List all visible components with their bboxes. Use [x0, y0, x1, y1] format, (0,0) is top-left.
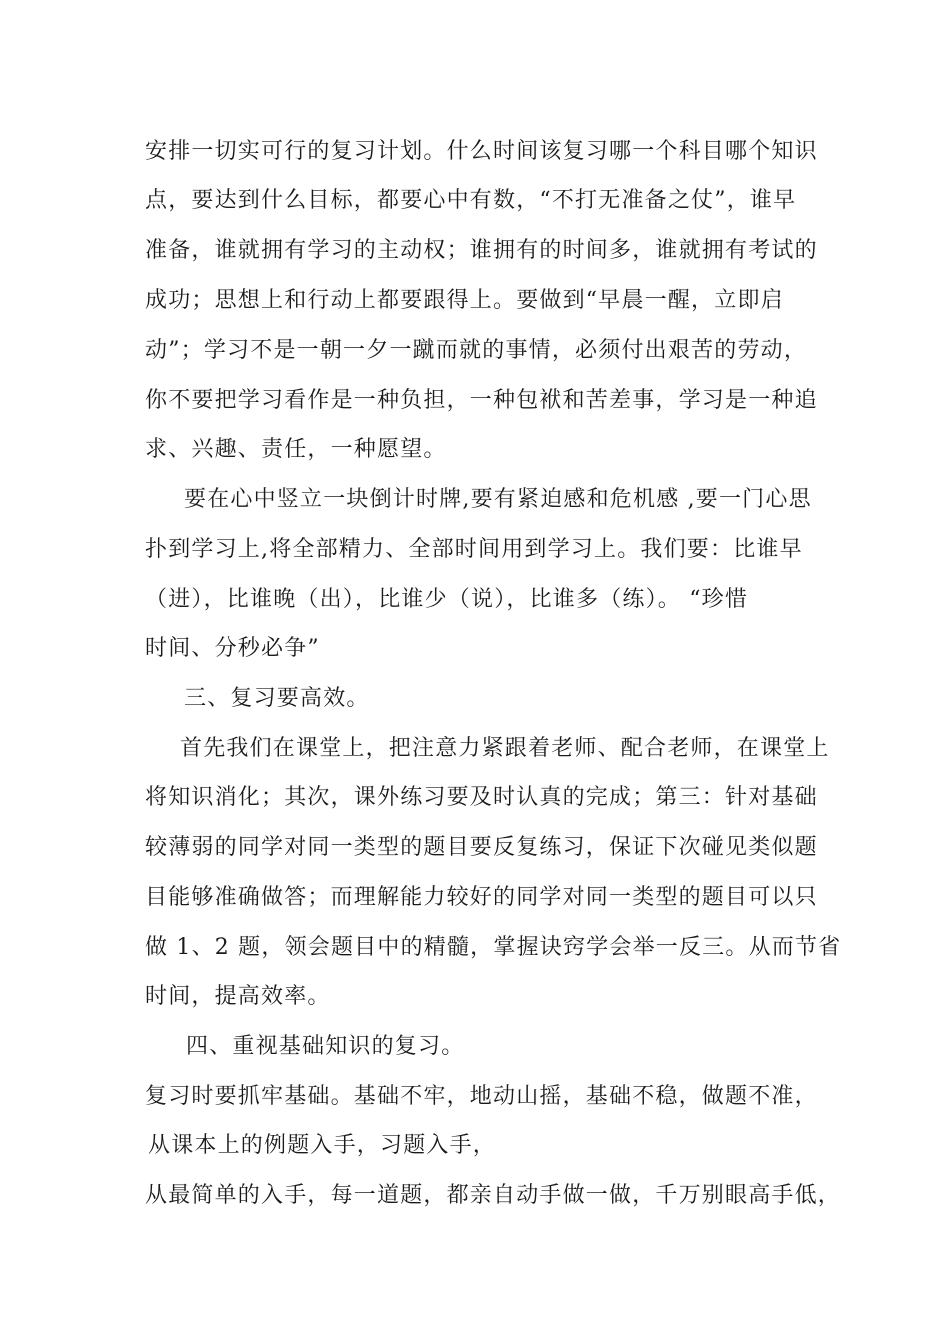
paragraph-line: 较薄弱的同学对同一类型的题目要反复练习，保证下次碰见类似题 [145, 835, 818, 860]
paragraph-line: 从课本上的例题入手，习题入手， [148, 1133, 497, 1158]
paragraph-line: 求、兴趣、责任，一种愿望。 [145, 437, 447, 462]
paragraph-line: 时间，提高效率。 [145, 984, 331, 1009]
paragraph-line: （进），比谁晚（出），比谁少（说），比谁多（练）。 “珍惜 [145, 587, 749, 612]
paragraph-line: 要在心中竖立一块倒计时牌,要有紧迫感和危机感 ,要一门心思 [184, 487, 812, 512]
paragraph-line: 做 1、2 题，领会题目中的精髓，掌握诀窍学会举一反三。从而节省 [145, 935, 842, 960]
paragraph-line: 扑到学习上,将全部精力、全部时间用到学习上。我们要：比谁早 [145, 537, 803, 562]
paragraph-line: 从最简单的入手，每一道题，都亲自动手做一做，千万别眼高手低， [145, 1183, 842, 1208]
section-heading: 三、复习要高效。 [184, 686, 370, 711]
paragraph-line: 准备，谁就拥有学习的主动权；谁拥有的时间多，谁就拥有考试的 [145, 238, 818, 263]
paragraph-line: 动”；学习不是一朝一夕一蹴而就的事情，必须付出艰苦的劳动， [145, 338, 808, 363]
paragraph-line: 你不要把学习看作是一种负担，一种包袱和苦差事，学习是一种追 [145, 388, 818, 413]
section-heading: 四、重视基础知识的复习。 [186, 1034, 465, 1059]
paragraph-line: 首先我们在课堂上，把注意力紧跟着老师、配合老师，在课堂上 [180, 736, 830, 761]
paragraph-line: 时间、分秒必争” [145, 636, 320, 661]
paragraph-line: 将知识消化；其次，课外练习要及时认真的完成；第三：针对基础 [145, 785, 818, 810]
paragraph-line: 点，要达到什么目标，都要心中有数，“不打无准备之仗”，谁早 [145, 188, 797, 213]
paragraph-line: 复习时要抓牢基础。基础不牢，地动山摇，基础不稳，做题不准， [145, 1084, 818, 1109]
paragraph-line: 目能够准确做答；而理解能力较好的同学对同一类型的题目可以只 [145, 885, 818, 910]
paragraph-line: 成功；思想上和行动上都要跟得上。要做到“早晨一醒，立即启 [145, 288, 784, 313]
paragraph-line: 安排一切实可行的复习计划。什么时间该复习哪一个科目哪个知识 [145, 139, 818, 164]
